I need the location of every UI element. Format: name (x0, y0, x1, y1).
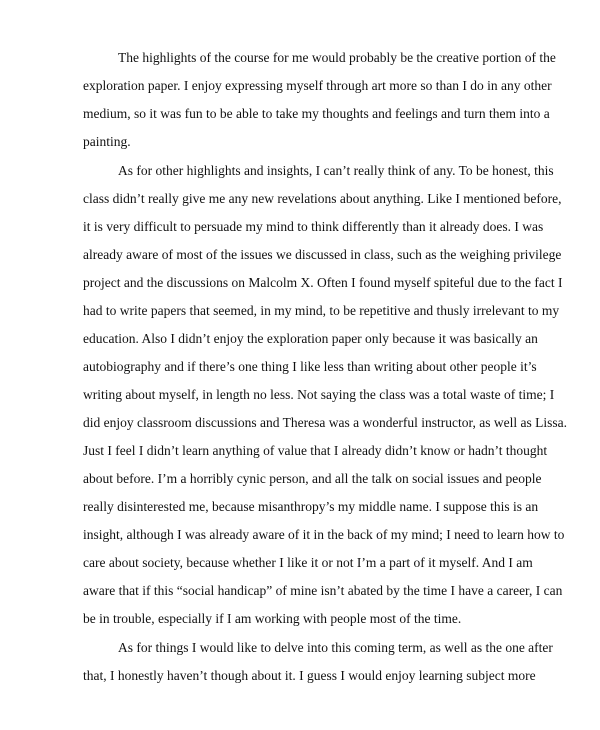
text-line: already aware of most of the issues we discussed in class, such as the weighing privilege (83, 247, 562, 262)
text-line: it is very difficult to persuade my mind to think differently than it already does. I was (83, 219, 544, 234)
text-line: class didn’t really give me any new revelations about anything. Like I mentioned before, (83, 191, 562, 206)
text-line: As for things I would like to delve into this coming term, as well as the one after (118, 640, 553, 655)
text-line: The highlights of the course for me would probably be the creative portion of the (118, 50, 556, 65)
text-line: education. Also I didn’t enjoy the exploration paper only because it was basically an (83, 331, 538, 346)
text-line: project and the discussions on Malcolm X. Often I found myself spiteful due to the fact I (83, 275, 563, 290)
text-line: really disinterested me, because misanthropy’s my middle name. I suppose this is an (83, 499, 539, 514)
text-line: be in trouble, especially if I am working with people most of the time. (83, 611, 462, 626)
text-line: that, I honestly haven’t though about it. I guess I would enjoy learning subject more (83, 668, 536, 683)
text-line: about before. I’m a horribly cynic person, and all the talk on social issues and people (83, 471, 542, 486)
text-line: Just I feel I didn’t learn anything of value that I already didn’t know or hadn’t thought (83, 443, 548, 458)
text-line: autobiography and if there’s one thing I like less than writing about other people it’s (83, 359, 537, 374)
text-line: exploration paper. I enjoy expressing myself through art more so than I do in any other (83, 78, 552, 93)
text-line: As for other highlights and insights, I can’t really think of any. To be honest, this (118, 163, 554, 178)
text-line: had to write papers that seemed, in my mind, to be repetitive and thusly irrelevant to my (83, 303, 560, 318)
text-line: did enjoy classroom discussions and Theresa was a wonderful instructor, as well as Lissa. (83, 415, 567, 430)
text-line: insight, although I was already aware of it in the back of my mind; I need to learn how to (83, 527, 565, 542)
text-line: writing about myself, in length no less. Not saying the class was a total waste of time; I (83, 387, 555, 402)
text-line: medium, so it was fun to be able to take my thoughts and feelings and turn them into a (83, 106, 550, 121)
text-line: painting. (83, 134, 131, 149)
text-line: aware that if this “social handicap” of mine isn’t abated by the time I have a career, I can (83, 583, 563, 598)
text-line: care about society, because whether I like it or not I’m a part of it myself. And I am (83, 555, 533, 570)
